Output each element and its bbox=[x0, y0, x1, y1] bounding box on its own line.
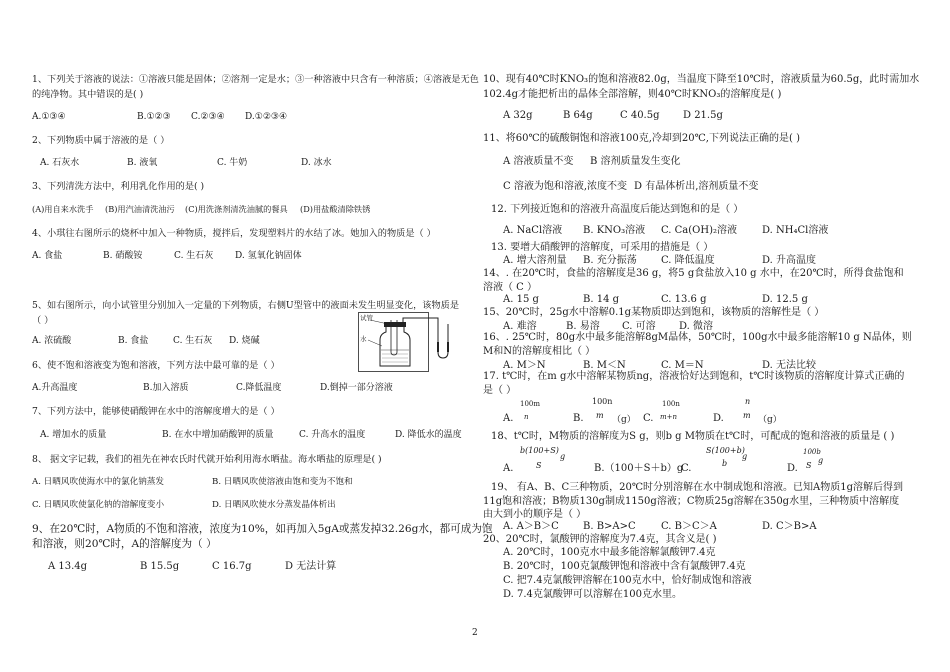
q10-text-cont: 102.4g才能把析出的晶体全部溶解，则40℃时KNO₃的溶解度是( ) bbox=[483, 89, 782, 100]
q12-option-c: C. Ca(OH)₂溶液 bbox=[661, 225, 737, 236]
q1-text-cont: 的纯净物。其中错误的是( ) bbox=[32, 89, 144, 100]
q18-option-d: D. bbox=[787, 463, 798, 474]
q17-b-numerator: 100n bbox=[592, 397, 613, 406]
q9-text-cont: 和溶液，则20℃时，A的溶解度为（ ） bbox=[32, 538, 217, 550]
q3-option-b: (B)用汽油清洗油污 bbox=[105, 204, 175, 214]
q17-text: 17. t℃时，在m g水中溶解某物质ng，溶液恰好达到饱和，t℃时该物质的溶解度计算式正确的 bbox=[483, 371, 905, 382]
q15-option-c: C. 可溶 bbox=[622, 321, 656, 332]
q3-option-d: (D)用盐酸清除铁锈 bbox=[300, 204, 371, 214]
q19-option-a: A. A＞B＞C bbox=[503, 521, 559, 532]
q5-option-c: C. 生石灰 bbox=[173, 336, 213, 346]
q17-option-a: A. bbox=[503, 413, 514, 424]
q1-option-a: A.①③④ bbox=[32, 112, 66, 122]
page-number: 2 bbox=[472, 628, 478, 638]
q2-option-d: D. 冰水 bbox=[301, 158, 332, 168]
q18-option-c: C. bbox=[681, 463, 692, 474]
q15-text: 15、20℃时，25g水中溶解0.1g某物质即达到饱和，该物质的溶解性是（ ） bbox=[483, 307, 825, 318]
q20-option-d: D. 7.4克氯酸钾可以溶解在100克水里。 bbox=[503, 589, 683, 600]
q4-option-a: A. 食盐 bbox=[32, 251, 63, 261]
q17-a-numerator: 100m bbox=[520, 400, 540, 408]
q18-c-denominator: b bbox=[722, 459, 728, 468]
q14-option-c: C. 13.6 g bbox=[661, 294, 707, 305]
q18-c-numerator: S(100+b) bbox=[706, 446, 745, 455]
q20-option-c: C. 把7.4克氯酸钾溶解在100克水中，恰好制成饱和溶液 bbox=[503, 575, 752, 586]
q18-d-denominator: S bbox=[806, 461, 812, 470]
q17-b-unit: （g） bbox=[612, 415, 636, 425]
q10-option-b: B 64g bbox=[563, 110, 593, 121]
q14-option-d: D. 12.5 g bbox=[762, 294, 808, 305]
q17-option-d: D. bbox=[713, 413, 724, 424]
q12-option-a: A. NaCl溶液 bbox=[503, 225, 563, 236]
q18-c-unit: g bbox=[742, 452, 748, 461]
q2-option-c: C. 牛奶 bbox=[217, 158, 248, 168]
q17-c-numerator: 100n bbox=[662, 400, 680, 408]
q5-text: 5、如右图所示，向小试管里分别加入一定量的下列物质，右侧U型管中的液面未发生明显变化，该物质是 bbox=[32, 300, 460, 311]
q7-text: 7、下列方法中，能够使硝酸钾在水中的溶解度增大的是（ ） bbox=[32, 406, 280, 417]
q18-a-numerator: b(100+S) bbox=[520, 446, 559, 455]
q14-text: 14、. 在20℃时，食盐的溶解度是36 g，将5 g食盐放入10 g 水中，在20℃时，所得食盐饱和 bbox=[483, 268, 904, 279]
q19-text-cont: 11g饱和溶液；B物质130g制成1150g溶液；C物质25g溶解在350g水里，三种物质中溶解度 bbox=[483, 496, 900, 507]
q3-option-c: (C)用洗涤剂清洗油腻的餐具 bbox=[185, 204, 288, 214]
q8-option-a: A. 日晒风吹使海水中的氯化钠蒸发 bbox=[32, 477, 164, 487]
q9-option-d: D 无法计算 bbox=[285, 561, 337, 572]
q11-option-d: D 有晶体析出,溶剂质量不变 bbox=[634, 181, 759, 192]
q9-option-c: C 16.7g bbox=[212, 561, 252, 572]
q19-option-c: C. B＞C＞A bbox=[661, 521, 717, 532]
q7-option-b: B. 在水中增加硝酸钾的质量 bbox=[162, 430, 274, 440]
test-tube-label: 试管 bbox=[360, 314, 373, 322]
q17-option-c: C. bbox=[643, 413, 654, 424]
q19-text: 19、 有A、B、C三种物质，20℃时分别溶解在水中制成饱和溶液。已知A物质1g溶解后得到 bbox=[491, 482, 904, 493]
q20-text: 20、20℃时，氯酸钾的溶解度为7.4克，其含义是( ) bbox=[483, 534, 717, 545]
q16-option-b: B. M＜N bbox=[583, 360, 626, 371]
q6-option-d: D.倒掉一部分溶液 bbox=[320, 383, 393, 393]
q8-text: 8、 据文字记载，我们的祖先在神农氏时代就开始利用海水晒盐。海水晒盐的原理是( ) bbox=[32, 454, 382, 465]
q18-d-numerator: 100b bbox=[803, 448, 821, 456]
q11-option-c: C 溶液为饱和溶液,浓度不变 bbox=[503, 181, 628, 192]
q17-option-b: B. bbox=[573, 413, 584, 424]
q5-option-a: A. 浓硫酸 bbox=[32, 336, 72, 346]
q15-option-d: D. 微溶 bbox=[679, 321, 714, 332]
q6-text: 6、使不饱和溶液变为饱和溶液，下列方法中最可靠的是（ ） bbox=[32, 360, 280, 371]
q1-option-d: D.①②③④ bbox=[245, 112, 288, 122]
q1-option-c: C.②③④ bbox=[191, 112, 225, 122]
q15-option-b: B. 易溶 bbox=[566, 321, 600, 332]
q11-option-b: B 溶剂质量发生变化 bbox=[590, 156, 681, 167]
q12-option-d: D. NH₄Cl溶液 bbox=[762, 225, 829, 236]
q18-text: 18、t℃时，M物质的溶解度为S g，则b g M物质在t℃时，可配成的饱和溶液的质量是 ( ) bbox=[491, 431, 895, 442]
q13-text: 13. 要增大硝酸钾的溶解度，可采用的措施是（ ） bbox=[491, 242, 714, 253]
q16-option-c: C. M＝N bbox=[661, 360, 704, 371]
q4-option-d: D. 氢氧化钠固体 bbox=[235, 251, 302, 261]
q17-b-denominator: m bbox=[596, 411, 604, 420]
q16-text-cont: M和N的溶解度相比（ ） bbox=[483, 346, 596, 357]
q17-d-unit: （g） bbox=[758, 415, 782, 425]
q9-option-a: A 13.4g bbox=[48, 561, 88, 572]
q13-option-d: D. 升高温度 bbox=[762, 255, 817, 266]
q4-text: 4、小琪往右图所示的烧杯中加入一种物质，搅拌后，发现塑料片的水结了冰。她加入的物质是（ ） bbox=[32, 228, 436, 239]
q6-option-b: B.加入溶质 bbox=[143, 383, 189, 393]
q2-text: 2、下列物质中属于溶液的是（ ） bbox=[32, 135, 170, 146]
q16-option-a: A. M＞N bbox=[503, 360, 546, 371]
q9-text: 9、在20℃时，A物质的不饱和溶液，浓度为10%，如再加入5gA或蒸发掉32.26g水，都可成为饱 bbox=[32, 523, 493, 535]
q3-text: 3、下列清洗方法中，利用乳化作用的是( ) bbox=[32, 181, 205, 192]
q19-option-b: B. B>A>C bbox=[583, 521, 636, 532]
q5-option-d: D. 烧碱 bbox=[229, 336, 260, 346]
q4-option-c: C. 生石灰 bbox=[174, 251, 214, 261]
q9-option-b: B 15.5g bbox=[140, 561, 180, 572]
q17-text-cont: 是（ ） bbox=[483, 385, 517, 396]
q8-option-b: B. 日晒风吹使溶液由饱和变为不饱和 bbox=[212, 477, 353, 487]
water-label: 水 bbox=[360, 335, 367, 343]
q5-text-cont: （ ） bbox=[32, 315, 54, 326]
q16-text: 16、. 25℃时，80g水中最多能溶解8gM晶体，50℃时，100g水中最多能溶解10 g N晶体，则 bbox=[483, 332, 912, 343]
q11-option-a: A 溶液质量不变 bbox=[503, 156, 574, 167]
q1-option-b: B.①②③ bbox=[137, 112, 171, 122]
q4-option-b: B. 硝酸铵 bbox=[103, 251, 143, 261]
q14-option-a: A. 15 g bbox=[503, 294, 539, 305]
q19-option-d: D. C＞B>A bbox=[762, 521, 817, 532]
q18-a-unit: g bbox=[560, 452, 566, 461]
q14-option-b: B. 14 g bbox=[583, 294, 620, 305]
q18-option-a: A. bbox=[503, 463, 514, 474]
q17-c-denominator: m+n bbox=[660, 413, 678, 421]
q8-option-d: D. 日晒风吹使水分蒸发晶体析出 bbox=[212, 500, 336, 510]
q20-option-a: A. 20℃时，100克水中最多能溶解氯酸钾7.4克 bbox=[503, 547, 716, 558]
q6-option-c: C.降低温度 bbox=[236, 383, 282, 393]
q7-option-c: C. 升高水的温度 bbox=[299, 430, 366, 440]
q10-option-d: D 21.5g bbox=[683, 110, 723, 121]
q16-option-d: D. 无法比较 bbox=[762, 360, 817, 371]
q14-text-cont: 溶液（ C ） bbox=[483, 282, 538, 293]
u-tube-apparatus-figure bbox=[358, 312, 454, 372]
q2-option-b: B. 液氧 bbox=[127, 158, 158, 168]
q17-d-denominator: m bbox=[743, 411, 751, 420]
q12-option-b: B. KNO₃溶液 bbox=[583, 225, 646, 236]
q10-option-c: C 40.5g bbox=[620, 110, 660, 121]
q1-text: 1、下列关于溶液的说法：①溶液只能是固体；②溶剂一定是水；③一种溶液中只含有一种溶质；④溶液是无色 bbox=[32, 74, 479, 85]
q19-text-cont2: 由大到小的顺序是（ ） bbox=[483, 509, 587, 520]
q17-d-numerator: n bbox=[745, 397, 751, 406]
q10-option-a: A 32g bbox=[503, 110, 533, 121]
q3-option-a: (A)用自来水洗手 bbox=[32, 204, 94, 214]
q15-option-a: A. 难溶 bbox=[503, 321, 537, 332]
q13-option-c: C. 降低温度 bbox=[661, 255, 715, 266]
q17-a-denominator: n bbox=[524, 413, 529, 421]
q2-option-a: A. 石灰水 bbox=[40, 158, 80, 168]
q13-option-b: B. 充分振荡 bbox=[583, 255, 637, 266]
q13-option-a: A. 增大溶剂量 bbox=[503, 255, 567, 266]
q10-text: 10、现有40℃时KNO₃的饱和溶液82.0g，当温度下降至10℃时，溶液质量为60.5g，此时需加水 bbox=[483, 74, 920, 85]
q18-a-denominator: S bbox=[536, 461, 542, 470]
q8-option-c: C. 日晒风吹使氯化钠的溶解度变小 bbox=[32, 500, 165, 510]
q18-option-b: B.（100＋S＋b）g bbox=[594, 463, 684, 474]
q7-option-d: D. 降低水的温度 bbox=[395, 430, 462, 440]
q7-option-a: A. 增加水的质量 bbox=[40, 430, 107, 440]
q20-option-b: B. 20℃时，100克氯酸钾饱和溶液中含有氯酸钾7.4克 bbox=[503, 561, 746, 572]
q11-text: 11、将60℃的硫酸铜饱和溶液100克,冷却到20℃,下列说法正确的是( ) bbox=[483, 133, 800, 144]
q5-option-b: B. 食盐 bbox=[118, 336, 149, 346]
q12-text: 12. 下列接近饱和的溶液升高温度后能达到饱和的是（ ） bbox=[491, 204, 744, 215]
q6-option-a: A.升高温度 bbox=[32, 383, 78, 393]
q18-d-unit: g bbox=[818, 456, 824, 465]
